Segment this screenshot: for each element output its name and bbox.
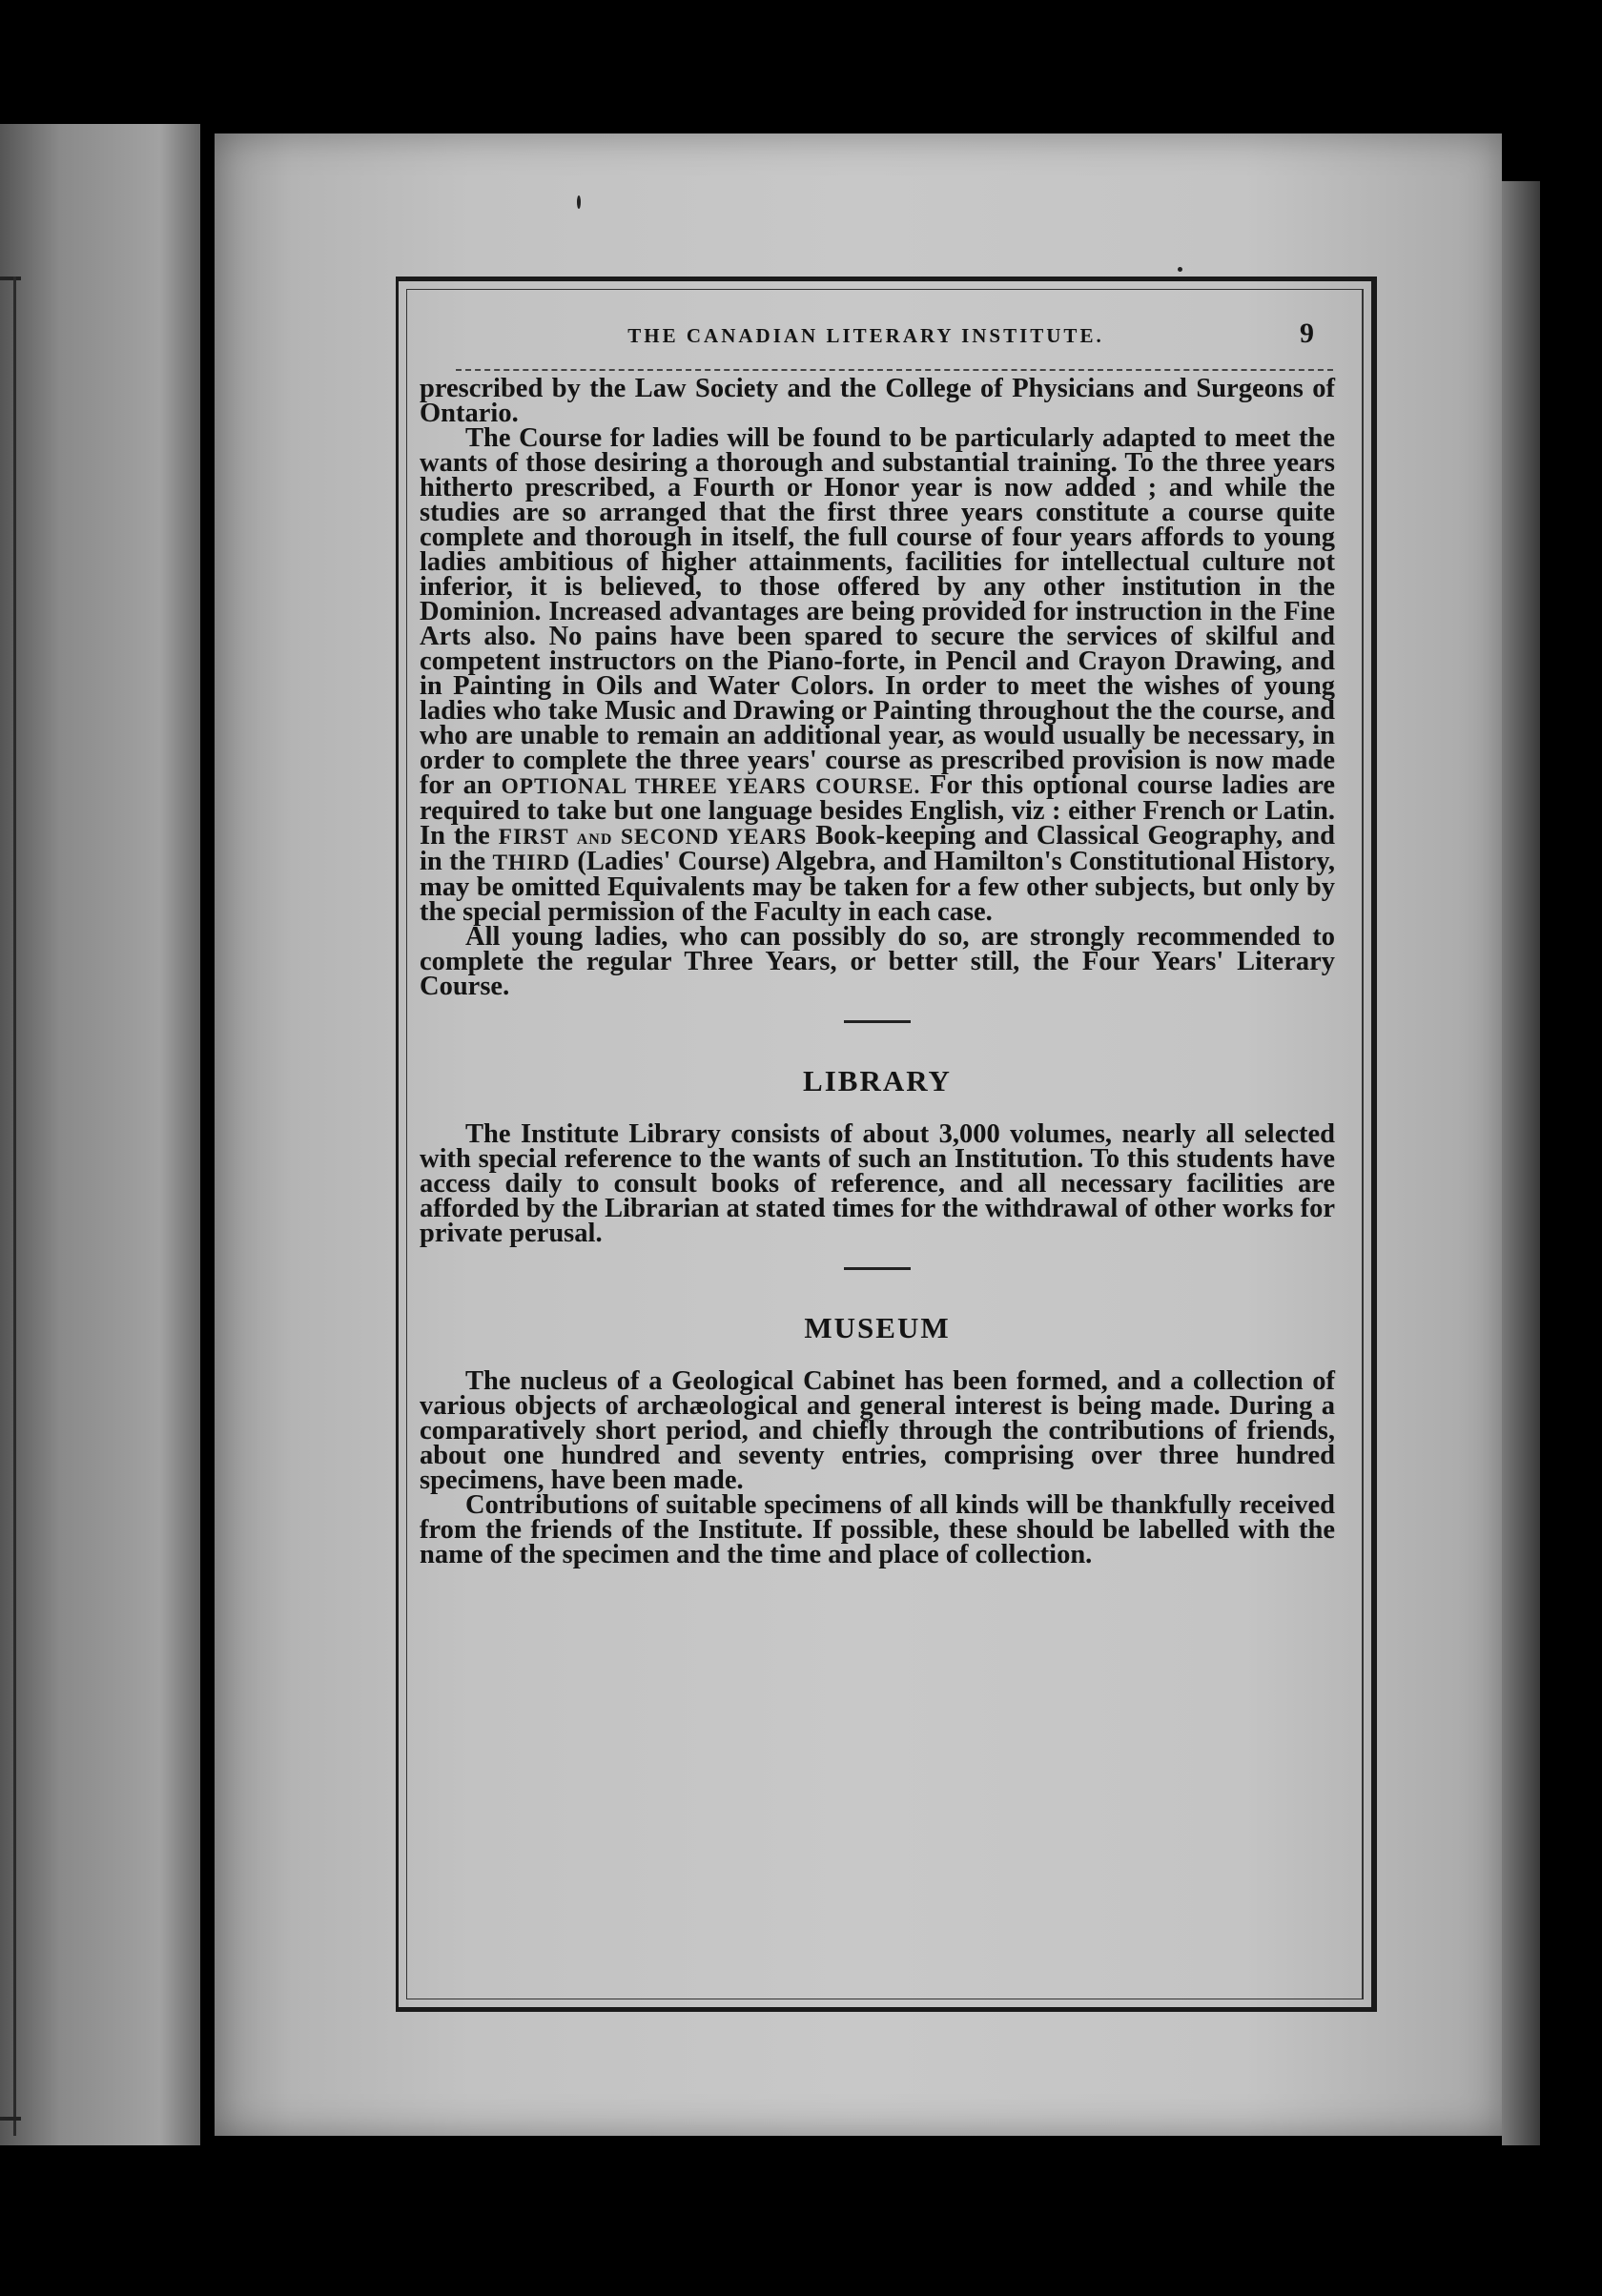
small-caps-term: THIRD bbox=[492, 851, 571, 875]
paragraph-ladies-course bbox=[420, 423, 1336, 927]
paragraph-text: (Ladies' Course) Algebra, and Hamilton's Constitutional History, may be omitted Equivalents may be taken for a few other subjects, but only by the special permission of the Faculty in each case. bbox=[420, 847, 1336, 927]
text-frame bbox=[396, 277, 1377, 2012]
paragraph bbox=[420, 374, 1335, 428]
running-title: THE CANADIAN LITERARY INSTITUTE. bbox=[627, 324, 1104, 347]
paragraph-text: Book-keeping and Classical Geography, and in the bbox=[420, 821, 1335, 876]
paragraph-library bbox=[420, 1119, 1335, 1248]
section-heading-library: LIBRARY bbox=[803, 1064, 952, 1097]
scan-speck bbox=[1178, 267, 1182, 272]
paragraph-museum bbox=[420, 1490, 1335, 1569]
section-heading-museum: MUSEUM bbox=[804, 1311, 951, 1344]
paragraph bbox=[420, 922, 1335, 1001]
paragraph-text: Contributions of suitable specimens of all kinds will be thankfully received from the friends of the Institute. If possible, these should be labelled with the name of the specimen and the time and place of collection. bbox=[420, 1490, 1335, 1569]
paragraph-museum bbox=[420, 1366, 1335, 1495]
small-caps-term: OPTIONAL THREE YEARS COURSE. bbox=[501, 774, 921, 799]
paragraph-text: The nucleus of a Geological Cabinet has been formed, and a collection of various objects of archæological and general interest is being made. During a comparatively short period, and chiefly through the contributions of friends, about one hundred and seventy entries, comprising over three hundred specimens, have been made. bbox=[420, 1366, 1335, 1495]
small-caps-term: FIRST and SECOND YEARS bbox=[498, 825, 808, 850]
section-divider bbox=[844, 1267, 911, 1270]
facing-page-rule bbox=[0, 277, 21, 280]
running-head bbox=[456, 318, 1314, 350]
scan-speck bbox=[577, 195, 581, 209]
page-text bbox=[420, 374, 1336, 1569]
paragraph-text: All young ladies, who can possibly do so, are strongly recommended to complete the regular Three Years, or better still, the Four Years' Literary Course. bbox=[420, 922, 1335, 1001]
header-rule bbox=[456, 369, 1333, 371]
paragraph-text: The Course for ladies will be found to be particularly adapted to meet the wants of those desiring a thorough and substantial training. To the three years hitherto prescribed, a Fourth or Honor year is now added ; and while the studies are so arranged that the first three years constitute a course quite complete and thorough in itself, the full course of four years affords to young ladies ambitious of higher attainments, facilities for intellectual culture not inferior, it is believed, to those offered by any other institution in the Dominion. Increased advantages are being provided for instruction in the Fine Arts also. No pains have been spared to secure the services of skilful and competent instructors on the Piano-forte, in Pencil and Crayon Drawing, and in Painting in Oils and Water Colors. In order to meet the wishes of young ladies who take Music and Drawing or Painting throughout the the course, and who are unable to remain an additional year, as would usually be necessary, in order to complete the three years' course as prescribed provision is now made for an bbox=[420, 423, 1335, 800]
facing-page-edge bbox=[0, 124, 200, 2145]
section-divider bbox=[844, 1020, 911, 1023]
facing-page-border bbox=[13, 277, 16, 2136]
paragraph-text: The Institute Library consists of about 3,000 volumes, nearly all selected with special reference to the wants of such an Institution. To this students have access daily to consult books of reference, and all necessary facilities are afforded by the Librarian at stated times for the withdrawal of other works for private perusal. bbox=[420, 1119, 1335, 1248]
paragraph-text: prescribed by the Law Society and the College of Physicians and Surgeons of Ontario. bbox=[420, 374, 1335, 428]
paragraph-text: For this optional course ladies are required to take but one language besides English, viz : either French or Latin. In the bbox=[420, 770, 1335, 851]
page-binding-edge bbox=[1502, 181, 1540, 2145]
page-number: 9 bbox=[1300, 318, 1314, 349]
facing-page-rule bbox=[0, 2117, 21, 2121]
book-page bbox=[215, 133, 1502, 2136]
